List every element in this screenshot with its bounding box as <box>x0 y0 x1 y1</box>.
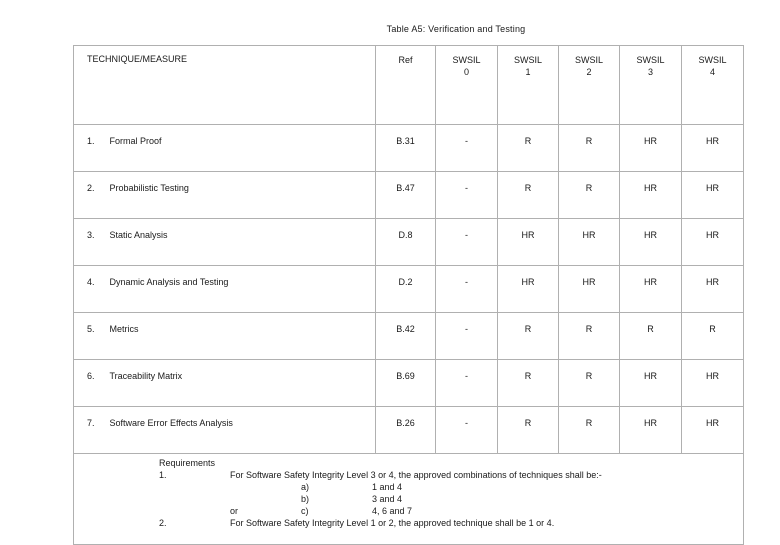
swsil-1-cell: R <box>498 125 559 172</box>
combo-a-label: a) <box>301 482 310 492</box>
combo-a-value: 1 and 4 <box>372 482 403 492</box>
swsil-2-cell: R <box>559 172 620 219</box>
technique-name: Static Analysis <box>110 219 376 266</box>
requirements-cell <box>74 454 744 545</box>
swsil-0-cell: - <box>436 266 498 313</box>
requirements-row <box>74 454 744 545</box>
requirement-1-number: 1. <box>159 470 167 480</box>
ref-cell: B.31 <box>376 125 436 172</box>
swsil-1-cell: HR <box>498 266 559 313</box>
swsil-4-cell: HR <box>682 125 744 172</box>
swsil-2-cell: HR <box>559 266 620 313</box>
header-row <box>74 46 744 125</box>
combo-c-value: 4, 6 and 7 <box>372 506 413 516</box>
swsil-4-cell: HR <box>682 266 744 313</box>
requirements-heading: Requirements <box>159 458 216 468</box>
ref-cell: B.42 <box>376 313 436 360</box>
swsil-0-cell: - <box>436 219 498 266</box>
row-number: 3. <box>74 219 110 266</box>
table-row <box>74 313 744 360</box>
swsil-1-cell: R <box>498 360 559 407</box>
row-number: 5. <box>74 313 110 360</box>
swsil-2-cell: R <box>559 313 620 360</box>
requirement-2-text: For Software Safety Integrity Level 1 or 2, the approved technique shall be 1 or 4. <box>230 518 555 528</box>
ref-cell: D.8 <box>376 219 436 266</box>
table-row <box>74 407 744 454</box>
technique-name: Dynamic Analysis and Testing <box>110 266 376 313</box>
row-number: 1. <box>74 125 110 172</box>
row-number: 2. <box>74 172 110 219</box>
swsil-2-cell: R <box>559 360 620 407</box>
requirement-1-text: For Software Safety Integrity Level 3 or 4, the approved combinations of techniques shall be:- <box>230 470 602 480</box>
table-row <box>74 219 744 266</box>
swsil-4-cell: HR <box>682 360 744 407</box>
combo-c-label: c) <box>301 506 309 516</box>
combo-b-value: 3 and 4 <box>372 494 403 504</box>
swsil-1-cell: R <box>498 407 559 454</box>
swsil-1-cell: HR <box>498 219 559 266</box>
header-swsil-4: SWSIL 4 <box>682 46 744 125</box>
table-row <box>74 360 744 407</box>
header-technique: TECHNIQUE/MEASURE <box>74 46 376 125</box>
header-swsil-1: SWSIL 1 <box>498 46 559 125</box>
header-swsil-3: SWSIL 3 <box>620 46 682 125</box>
swsil-4-cell: HR <box>682 407 744 454</box>
swsil-3-cell: HR <box>620 407 682 454</box>
swsil-2-cell: HR <box>559 219 620 266</box>
swsil-1-cell: R <box>498 313 559 360</box>
or-text: or <box>230 506 239 516</box>
technique-name: Formal Proof <box>110 125 376 172</box>
technique-name: Probabilistic Testing <box>110 172 376 219</box>
table-row <box>74 125 744 172</box>
swsil-0-cell: - <box>436 313 498 360</box>
row-number: 7. <box>74 407 110 454</box>
swsil-3-cell: HR <box>620 125 682 172</box>
technique-name: Metrics <box>110 313 376 360</box>
swsil-0-cell: - <box>436 172 498 219</box>
ref-cell: D.2 <box>376 266 436 313</box>
technique-name: Software Error Effects Analysis <box>110 407 376 454</box>
table-row <box>74 172 744 219</box>
swsil-3-cell: HR <box>620 219 682 266</box>
table-title: Table A5: Verification and Testing <box>386 24 526 34</box>
swsil-4-cell: HR <box>682 172 744 219</box>
requirement-2-number: 2. <box>159 518 167 528</box>
swsil-3-cell: HR <box>620 360 682 407</box>
table-row <box>74 266 744 313</box>
swsil-0-cell: - <box>436 125 498 172</box>
swsil-3-cell: HR <box>620 266 682 313</box>
swsil-0-cell: - <box>436 407 498 454</box>
swsil-1-cell: R <box>498 172 559 219</box>
row-number: 4. <box>74 266 110 313</box>
ref-cell: B.69 <box>376 360 436 407</box>
ref-cell: B.47 <box>376 172 436 219</box>
swsil-3-cell: HR <box>620 172 682 219</box>
swsil-4-cell: HR <box>682 219 744 266</box>
combo-b-label: b) <box>301 494 310 504</box>
header-swsil-2: SWSIL 2 <box>559 46 620 125</box>
header-swsil-0: SWSIL 0 <box>436 46 498 125</box>
requirements-block <box>74 454 743 544</box>
header-ref: Ref <box>376 46 436 125</box>
swsil-2-cell: R <box>559 125 620 172</box>
technique-name: Traceability Matrix <box>110 360 376 407</box>
swsil-3-cell: R <box>620 313 682 360</box>
swsil-4-cell: R <box>682 313 744 360</box>
swsil-0-cell: - <box>436 360 498 407</box>
ref-cell: B.26 <box>376 407 436 454</box>
swsil-2-cell: R <box>559 407 620 454</box>
row-number: 6. <box>74 360 110 407</box>
verification-testing-table <box>73 45 744 545</box>
